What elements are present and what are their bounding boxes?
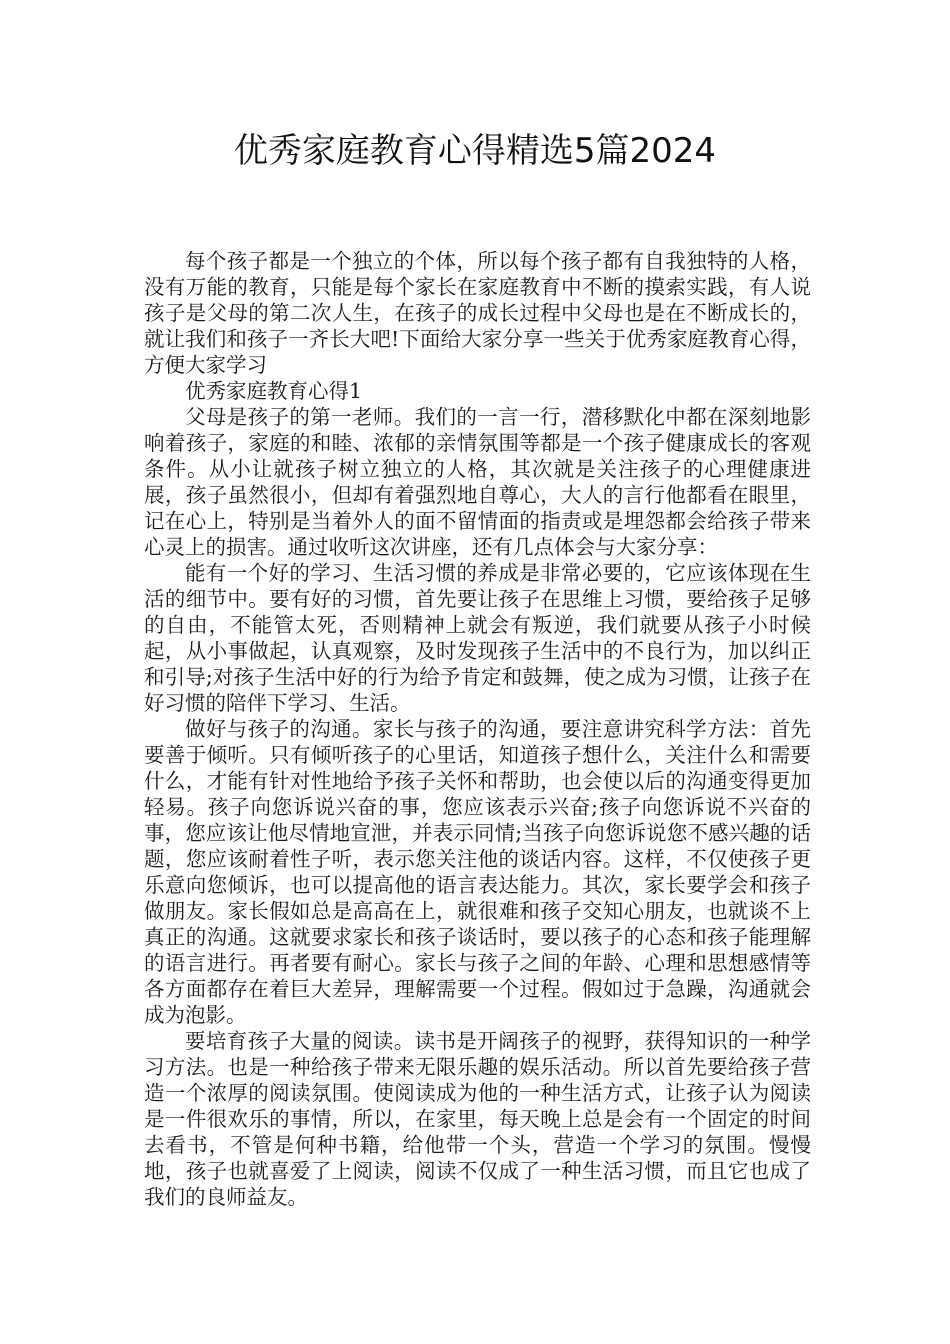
body-paragraph: 父母是孩子的第一老师。我们的一言一行，潜移默化中都在深刻地影响着孩子，家庭的和睦、浓郁的亲情氛围等都是一个孩子健康成长的客观条件。从小让就孩子树立独立的人格，其次就是关注孩子的心理健康进展，孩子虽然很小，但却有着强烈地自尊心，大人的言行他都看在眼里，记在心上，特别是当着外人的面不留情面的指责或是埋怨都会给孩子带来心灵上的损害。通过收听这次讲座，还有几点体会与大家分享：	[144, 405, 811, 559]
document-title: 优秀家庭教育心得精选5篇2024	[233, 131, 717, 171]
body-paragraph: 做好与孩子的沟通。家长与孩子的沟通，要注意讲究科学方法：首先要善于倾听。只有倾听孩子的心里话，知道孩子想什么，关注什么和需要什么，才能有针对性地给予孩子关怀和帮助，也会使以后的沟通变得更加轻易。孩子向您诉说兴奋的事，您应该表示兴奋;孩子向您诉说不兴奋的事，您应该让他尽情地宣泄，并表示同情;当孩子向您诉说您不感兴趣的话题，您应该耐着性子听，表示您关注他的谈话内容。这样，不仅使孩子更乐意向您倾诉，也可以提高他的语言表达能力。其次，家长要学会和孩子做朋友。家长假如总是高高在上，就很难和孩子交知心朋友，也就谈不上真正的沟通。这就要求家长和孩子谈话时，要以孩子的心态和孩子能理解的语言进行。再者要有耐心。家长与孩子之间的年龄、心理和思想感情等各方面都存在着巨大差异，理解需要一个过程。假如过于急躁，沟通就会成为泡影。	[144, 717, 811, 1027]
intro-paragraph: 每个孩子都是一个独立的个体，所以每个孩子都有自我独特的人格，没有万能的教育，只能是每个家长在家庭教育中不断的摸索实践，有人说孩子是父母的第二次人生，在孩子的成长过程中父母也是在不断成长的，就让我们和孩子一齐长大吧!下面给大家分享一些关于优秀家庭教育心得，方便大家学习	[144, 249, 811, 377]
body-paragraph: 能有一个好的学习、生活习惯的养成是非常必要的，它应该体现在生活的细节中。要有好的习惯，首先要让孩子在思维上习惯，要给孩子足够的自由，不能管太死，否则精神上就会有叛逆，我们就要从孩子小时候起，从小事做起，认真观察，及时发现孩子生活中的不良行为，加以纠正和引导;对孩子生活中好的行为给予肯定和鼓舞，使之成为习惯，让孩子在好习惯的陪伴下学习、生活。	[144, 561, 811, 715]
body-paragraph: 要培育孩子大量的阅读。读书是开阔孩子的视野，获得知识的一种学习方法。也是一种给孩子带来无限乐趣的娱乐活动。所以首先要给孩子营造一个浓厚的阅读氛围。使阅读成为他的一种生活方式，让孩子认为阅读是一件很欢乐的事情，所以，在家里，每天晚上总是会有一个固定的时间去看书，不管是何种书籍，给他带一个头，营造一个学习的氛围。慢慢地，孩子也就喜爱了上阅读，阅读不仅成了一种生活习惯，而且它也成了我们的良师益友。	[144, 1029, 811, 1209]
section-heading: 优秀家庭教育心得1	[185, 379, 363, 403]
document-body	[144, 248, 811, 1210]
